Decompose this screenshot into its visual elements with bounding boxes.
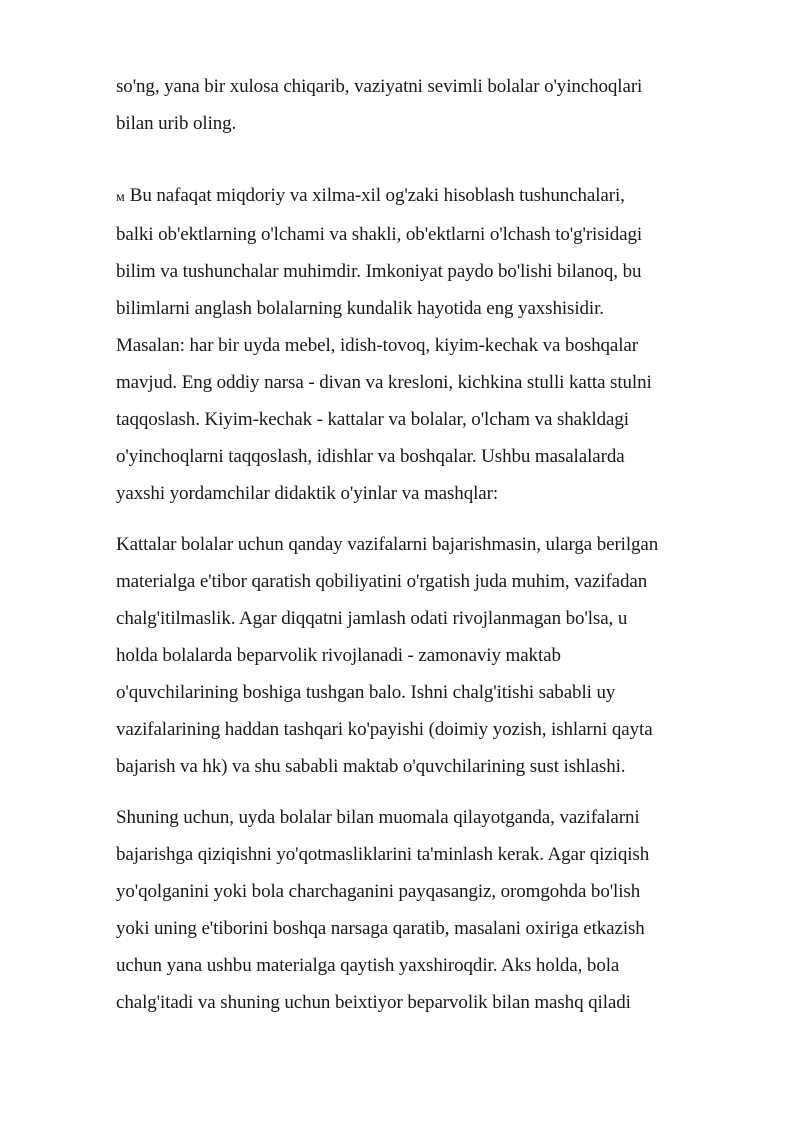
- text-line: mavjud. Eng oddiy narsa - divan va kresloni, kichkina stulli katta stulni: [116, 372, 652, 393]
- text-line: yaxshi yordamchilar didaktik o'yinlar va mashqlar:: [116, 483, 499, 504]
- text-line-content: Bu nafaqat miqdoriy va xilma-xil og'zaki hisoblash tushunchalari,: [129, 185, 625, 206]
- paragraph-4: [116, 799, 740, 1021]
- text-line: [116, 177, 740, 216]
- text-line: so'ng, yana bir xulosa chiqarib, vaziyatni sevimli bolalar o'yinchoqlari: [116, 76, 643, 97]
- text-line: balki ob'ektlarning o'lchami va shakli, ob'ektlarni o'lchash to'g'risidagi: [116, 224, 643, 245]
- text-line: taqqoslash. Kiyim-kechak - kattalar va bolalar, o'lcham va shakldagi: [116, 409, 629, 430]
- text-line: uchun yana ushbu materialga qaytish yaxshiroqdir. Aks holda, bola: [116, 955, 620, 976]
- text-line: bilim va tushunchalar muhimdir. Imkoniyat paydo bo'lishi bilanoq, bu: [116, 261, 642, 282]
- text-line: bilan urib oling.: [116, 113, 237, 134]
- text-line: bilimlarni anglash bolalarning kundalik hayotida eng yaxshisidir.: [116, 298, 604, 319]
- text-line: bajarishga qiziqishni yo'qotmasliklarini ta'minlash kerak. Agar qiziqish: [116, 844, 650, 865]
- text-line: Kattalar bolalar uchun qanday vazifalarni bajarishmasin, ularga berilgan: [116, 534, 659, 555]
- paragraph-marker: м: [116, 190, 125, 205]
- paragraph-2: [116, 177, 740, 512]
- text-line: yo'qolganini yoki bola charchaganini payqasangiz, oromgohda bo'lish: [116, 881, 641, 902]
- text-line: Shuning uchun, uyda bolalar bilan muomala qilayotganda, vazifalarni: [116, 807, 640, 828]
- text-line: vazifalarining haddan tashqari ko'payishi (doimiy yozish, ishlarni qayta: [116, 719, 653, 740]
- document-page: [116, 68, 740, 1021]
- paragraph-3: [116, 526, 740, 785]
- text-line: o'yinchoqlarni taqqoslash, idishlar va boshqalar. Ushbu masalalarda: [116, 446, 625, 467]
- text-line: o'quvchilarining boshiga tushgan balo. Ishni chalg'itishi sababli uy: [116, 682, 616, 703]
- paragraph-1: [116, 68, 740, 142]
- text-line: Masalan: har bir uyda mebel, idish-tovoq, kiyim-kechak va boshqalar: [116, 335, 638, 356]
- text-line: bajarish va hk) va shu sababli maktab o'quvchilarining sust ishlashi.: [116, 756, 626, 777]
- text-line: chalg'itilmaslik. Agar diqqatni jamlash odati rivojlanmagan bo'lsa, u: [116, 608, 628, 629]
- text-line: holda bolalarda beparvolik rivojlanadi - zamonaviy maktab: [116, 645, 561, 666]
- text-line: yoki uning e'tiborini boshqa narsaga qaratib, masalani oxiriga etkazish: [116, 918, 645, 939]
- text-line: chalg'itadi va shuning uchun beixtiyor beparvolik bilan mashq qiladi: [116, 992, 631, 1013]
- text-line: materialga e'tibor qaratish qobiliyatini o'rgatish juda muhim, vazifadan: [116, 571, 648, 592]
